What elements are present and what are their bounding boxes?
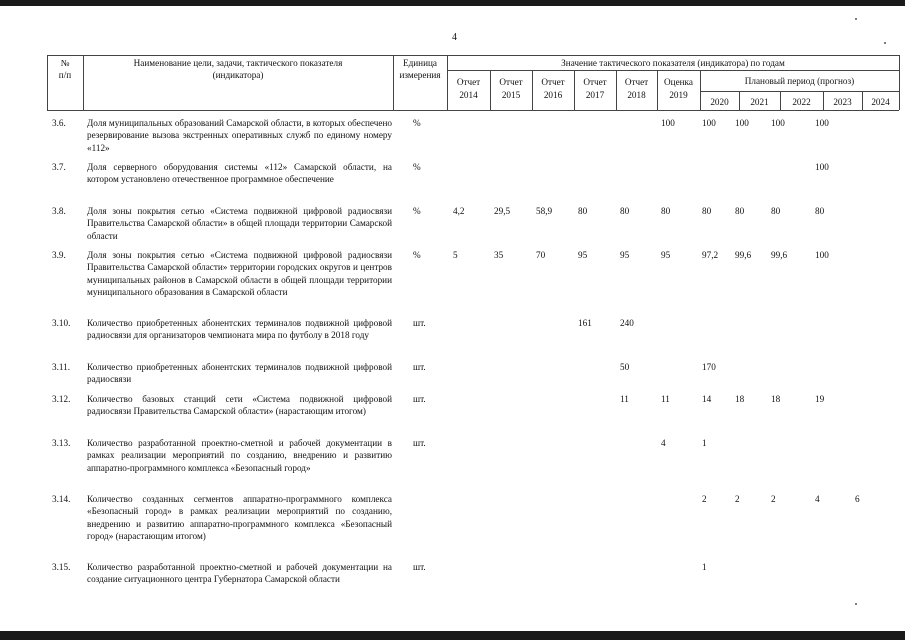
indicator-value: 4 bbox=[815, 494, 820, 504]
header-year: 2017 bbox=[585, 90, 605, 100]
indicator-value: 2 bbox=[702, 494, 707, 504]
indicator-value: 2 bbox=[735, 494, 740, 504]
header-year-label: Отчет bbox=[583, 77, 607, 87]
table-rule bbox=[700, 91, 899, 92]
header-plan-year: 2021 bbox=[750, 97, 769, 107]
indicator-value: 100 bbox=[815, 162, 829, 172]
unit: шт. bbox=[413, 318, 426, 328]
indicator-name: Количество приобретенных абонентских терминалов подвижной цифровой радиосвязи bbox=[87, 362, 392, 385]
indicator-value: 95 bbox=[578, 250, 588, 260]
indicator-value: 14 bbox=[702, 394, 712, 404]
indicator-name: Доля зоны покрытия сетью «Система подвижной цифровой радиосвязи Правительства Самарской области» территории городских округов и центров муниципальных районов в Самарской области в общей площади территории муниципального образования в Самарской области bbox=[87, 250, 392, 298]
indicator-value: 100 bbox=[815, 250, 829, 260]
indicator-value: 19 bbox=[815, 394, 825, 404]
indicator-value: 100 bbox=[771, 118, 785, 128]
indicator-value: 240 bbox=[620, 318, 634, 328]
indicator-value: 1 bbox=[702, 438, 707, 448]
header-values: Значение тактического показателя (индикатора) по годам bbox=[561, 58, 785, 68]
header-plan-year: 2024 bbox=[871, 97, 890, 107]
top-scan-border bbox=[0, 0, 905, 6]
indicator-value: 5 bbox=[453, 250, 458, 260]
indicator-value: 80 bbox=[661, 206, 671, 216]
header-year-label: Оценка bbox=[664, 77, 693, 87]
indicator-value: 80 bbox=[702, 206, 712, 216]
indicator-value: 18 bbox=[735, 394, 745, 404]
indicator-value: 80 bbox=[815, 206, 825, 216]
table-rule bbox=[899, 55, 900, 110]
indicator-value: 95 bbox=[620, 250, 630, 260]
header-year: 2018 bbox=[627, 90, 646, 100]
indicator-value: 100 bbox=[661, 118, 675, 128]
indicator-value: 11 bbox=[661, 394, 670, 404]
row-number: 3.10. bbox=[52, 318, 71, 328]
indicator-value: 70 bbox=[536, 250, 546, 260]
row-number: 3.8. bbox=[52, 206, 66, 216]
indicator-value: 170 bbox=[702, 362, 716, 372]
unit: % bbox=[413, 162, 421, 172]
indicator-value: 18 bbox=[771, 394, 781, 404]
indicator-name: Количество разработанной проектно-сметной и рабочей документации в рамках реализации мероприятий по созданию, внедрению и развитию аппаратно-программного комплекса «Безопасный город» bbox=[87, 438, 392, 473]
row-number: 3.6. bbox=[52, 118, 66, 128]
indicator-value: 2 bbox=[771, 494, 776, 504]
header-year: 2014 bbox=[459, 90, 478, 100]
indicator-value: 95 bbox=[661, 250, 671, 260]
indicator-value: 35 bbox=[494, 250, 504, 260]
indicator-name: Количество разработанной проектно-сметной и рабочей документации на создание ситуационного центра Губернатора Самарской области bbox=[87, 562, 392, 585]
indicator-value: 29,5 bbox=[494, 206, 511, 216]
indicator-value: 80 bbox=[578, 206, 588, 216]
indicator-value: 99,6 bbox=[735, 250, 752, 260]
header-year-label: Отчет bbox=[499, 77, 523, 87]
header-plan-year: 2022 bbox=[792, 97, 811, 107]
page-number: 4 bbox=[452, 32, 457, 43]
bottom-scan-border bbox=[0, 631, 905, 640]
table-rule bbox=[47, 110, 899, 111]
row-number: 3.15. bbox=[52, 562, 71, 572]
header-number: № п/п bbox=[58, 58, 72, 80]
indicator-name: Доля муниципальных образований Самарской области, в которых обеспечено резервирование вызова экстренных оперативных служб по единому номеру «112» bbox=[87, 118, 392, 153]
row-number: 3.14. bbox=[52, 494, 71, 504]
header-year: 2019 bbox=[669, 90, 688, 100]
row-number: 3.12. bbox=[52, 394, 71, 404]
indicator-value: 1 bbox=[702, 562, 707, 572]
unit: % bbox=[413, 118, 421, 128]
indicator-value: 4 bbox=[661, 438, 666, 448]
header-year: 2015 bbox=[501, 90, 521, 100]
scan-speck bbox=[855, 18, 857, 20]
scan-speck bbox=[884, 42, 886, 44]
indicator-name: Количество приобретенных абонентских терминалов подвижной цифровой радиосвязи для организаторов чемпионата мира по футболу в 2018 году bbox=[87, 318, 392, 341]
indicator-value: 11 bbox=[620, 394, 629, 404]
unit: % bbox=[413, 206, 421, 216]
unit: шт. bbox=[413, 562, 426, 572]
indicator-value: 100 bbox=[702, 118, 716, 128]
header-year-label: Отчет bbox=[541, 77, 565, 87]
indicator-value: 6 bbox=[855, 494, 860, 504]
indicator-value: 99,6 bbox=[771, 250, 788, 260]
indicator-name: Количество базовых станций сети «Система подвижной цифровой радиосвязи Правительства Самарской области» (нарастающим итогом) bbox=[87, 394, 392, 417]
unit: % bbox=[413, 250, 421, 260]
header-unit: Единица измерения bbox=[399, 58, 441, 80]
indicator-value: 50 bbox=[620, 362, 630, 372]
indicator-value: 161 bbox=[578, 318, 592, 328]
indicator-name: Доля серверного оборудования системы «112» Самарской области, на котором установлено отечественное программное обеспечение bbox=[87, 162, 392, 185]
header-year-label: Отчет bbox=[456, 77, 481, 87]
indicator-value: 80 bbox=[620, 206, 630, 216]
header-plan-year: 2023 bbox=[833, 97, 852, 107]
indicator-value: 100 bbox=[735, 118, 749, 128]
indicator-name: Количество созданных сегментов аппаратно-программного комплекса «Безопасный город» в рамках реализации мероприятий по созданию, внедрению и развитию аппаратно-программного комплекса «Безопасный город» (нарастающим итогом) bbox=[87, 494, 392, 542]
indicator-value: 80 bbox=[771, 206, 781, 216]
header-year: 2016 bbox=[543, 90, 563, 100]
indicator-value: 100 bbox=[815, 118, 829, 128]
header-plan-year: 2020 bbox=[710, 97, 729, 107]
row-number: 3.9. bbox=[52, 250, 66, 260]
row-number: 3.13. bbox=[52, 438, 71, 448]
unit: шт. bbox=[413, 438, 426, 448]
unit: шт. bbox=[413, 394, 426, 404]
indicator-name: Доля зоны покрытия сетью «Система подвижной цифровой радиосвязи Правительства Самарской области» в общей площади территории Самарской области bbox=[87, 206, 392, 241]
row-number: 3.7. bbox=[52, 162, 66, 172]
header-year-label: Отчет bbox=[624, 77, 649, 87]
indicator-value: 4,2 bbox=[453, 206, 465, 216]
table-rule bbox=[47, 55, 899, 56]
unit: шт. bbox=[413, 362, 426, 372]
header-name: Наименование цели, задачи, тактического показателя (индикатора) bbox=[133, 58, 343, 80]
indicator-value: 80 bbox=[735, 206, 745, 216]
indicator-value: 58,9 bbox=[536, 206, 553, 216]
indicator-value: 97,2 bbox=[702, 250, 719, 260]
header-planned: Плановый период (прогноз) bbox=[744, 76, 855, 86]
table-rule bbox=[447, 70, 899, 71]
row-number: 3.11. bbox=[52, 362, 71, 372]
scan-speck bbox=[855, 603, 857, 605]
